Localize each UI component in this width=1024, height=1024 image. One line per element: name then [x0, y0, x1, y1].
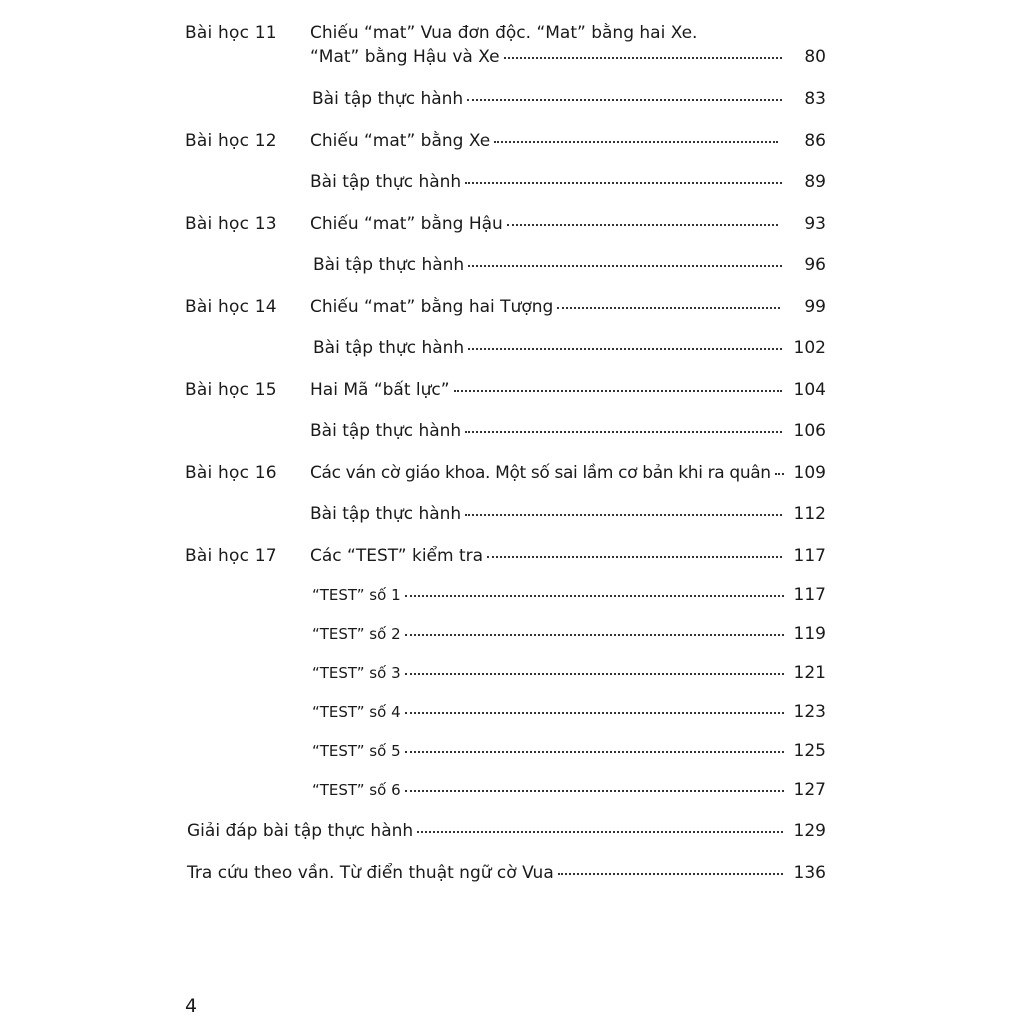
appendix-title: Giải đáp bài tập thực hành: [187, 821, 414, 841]
dot-leader: [494, 141, 778, 143]
page-number: 99: [804, 297, 826, 317]
toc-entry: [187, 862, 787, 884]
dot-leader: [405, 790, 784, 792]
toc-entry: [312, 662, 788, 684]
toc-entry: [310, 46, 786, 68]
toc-entry: [312, 88, 786, 110]
test-title: “TEST” số 4: [312, 703, 401, 721]
appendix-title: Tra cứu theo vần. Từ điển thuật ngữ cờ Vua: [187, 863, 554, 883]
toc-entry: [310, 130, 782, 152]
dot-leader: [465, 431, 782, 433]
lesson-title: “Mat” bằng Hậu và Xe: [310, 47, 500, 67]
lesson-title: Các “TEST” kiểm tra: [310, 546, 484, 566]
exercise-title: Bài tập thực hành: [310, 504, 462, 524]
lesson-title: Các ván cờ giáo khoa. Một số sai lầm cơ bản khi ra quân: [310, 463, 771, 483]
test-title: “TEST” số 1: [312, 586, 401, 604]
lesson-label: Bài học 12: [185, 131, 277, 151]
lesson-title: Chiếu “mat” bằng hai Tượng: [310, 297, 554, 317]
page-number: 96: [804, 255, 826, 275]
dot-leader: [465, 514, 782, 516]
dot-leader: [405, 751, 784, 753]
page-number: 109: [793, 463, 826, 483]
dot-leader: [405, 712, 784, 714]
dot-leader: [558, 873, 783, 875]
exercise-title: Bài tập thực hành: [310, 172, 462, 192]
toc-entry: [313, 254, 786, 276]
toc-entry: [310, 296, 784, 318]
toc-entry: [312, 701, 788, 723]
lesson-title: Hai Mã “bất lực”: [310, 380, 450, 400]
toc-entry: [310, 503, 786, 525]
dot-leader: [405, 634, 784, 636]
test-title: “TEST” số 2: [312, 625, 401, 643]
page-number: 123: [793, 702, 826, 722]
toc-entry: [310, 420, 786, 442]
dot-leader: [487, 556, 782, 558]
toc-entry: [310, 462, 788, 484]
dot-leader: [417, 831, 783, 833]
page-number: 117: [793, 546, 826, 566]
lesson-label: Bài học 16: [185, 463, 277, 483]
page-number: 86: [804, 131, 826, 151]
test-title: “TEST” số 6: [312, 781, 401, 799]
toc-entry: [310, 213, 782, 235]
toc-entry: [310, 171, 786, 193]
toc-entry: [312, 740, 788, 762]
dot-leader: [468, 348, 782, 350]
lesson-label: Bài học 17: [185, 546, 277, 566]
page-number: 89: [804, 172, 826, 192]
exercise-title: Bài tập thực hành: [313, 255, 465, 275]
lesson-title: Chiếu “mat” bằng Hậu: [310, 214, 503, 234]
test-title: “TEST” số 3: [312, 664, 401, 682]
page-number: 136: [793, 863, 826, 883]
lesson-label: Bài học 11: [185, 23, 277, 43]
page-number: 93: [804, 214, 826, 234]
page-number: 121: [793, 663, 826, 683]
toc-entry: [310, 545, 786, 567]
page-number: 127: [793, 780, 826, 800]
exercise-title: Bài tập thực hành: [313, 338, 465, 358]
page-number: 129: [793, 821, 826, 841]
dot-leader: [405, 673, 784, 675]
test-title: “TEST” số 5: [312, 742, 401, 760]
page-number: 112: [793, 504, 826, 524]
exercise-title: Bài tập thực hành: [312, 89, 464, 109]
page-number: 117: [793, 585, 826, 605]
toc-entry: [312, 779, 788, 801]
page-number: 83: [804, 89, 826, 109]
page-number: 125: [793, 741, 826, 761]
dot-leader: [454, 390, 782, 392]
toc-entry: [313, 337, 786, 359]
page-number: 80: [804, 47, 826, 67]
lesson-title: Chiếu “mat” bằng Xe: [310, 131, 491, 151]
toc-entry: [187, 820, 787, 842]
dot-leader: [468, 265, 782, 267]
lesson-label: Bài học 13: [185, 214, 277, 234]
dot-leader: [557, 307, 780, 309]
lesson-title-line1: Chiếu “mat” Vua đơn độc. “Mat” bằng hai Xe.: [310, 23, 698, 43]
exercise-title: Bài tập thực hành: [310, 421, 462, 441]
dot-leader: [504, 57, 782, 59]
toc-entry: [310, 379, 786, 401]
page-number: 102: [793, 338, 826, 358]
toc-entry: [312, 623, 788, 645]
dot-leader: [465, 182, 782, 184]
page-number: 106: [793, 421, 826, 441]
dot-leader: [467, 99, 782, 101]
lesson-label: Bài học 15: [185, 380, 277, 400]
page-number: 104: [793, 380, 826, 400]
toc-entry: [312, 584, 788, 606]
page-number: 119: [793, 624, 826, 644]
dot-leader: [405, 595, 784, 597]
footer-page-number: 4: [185, 995, 198, 1017]
dot-leader: [507, 224, 778, 226]
lesson-label: Bài học 14: [185, 297, 277, 317]
